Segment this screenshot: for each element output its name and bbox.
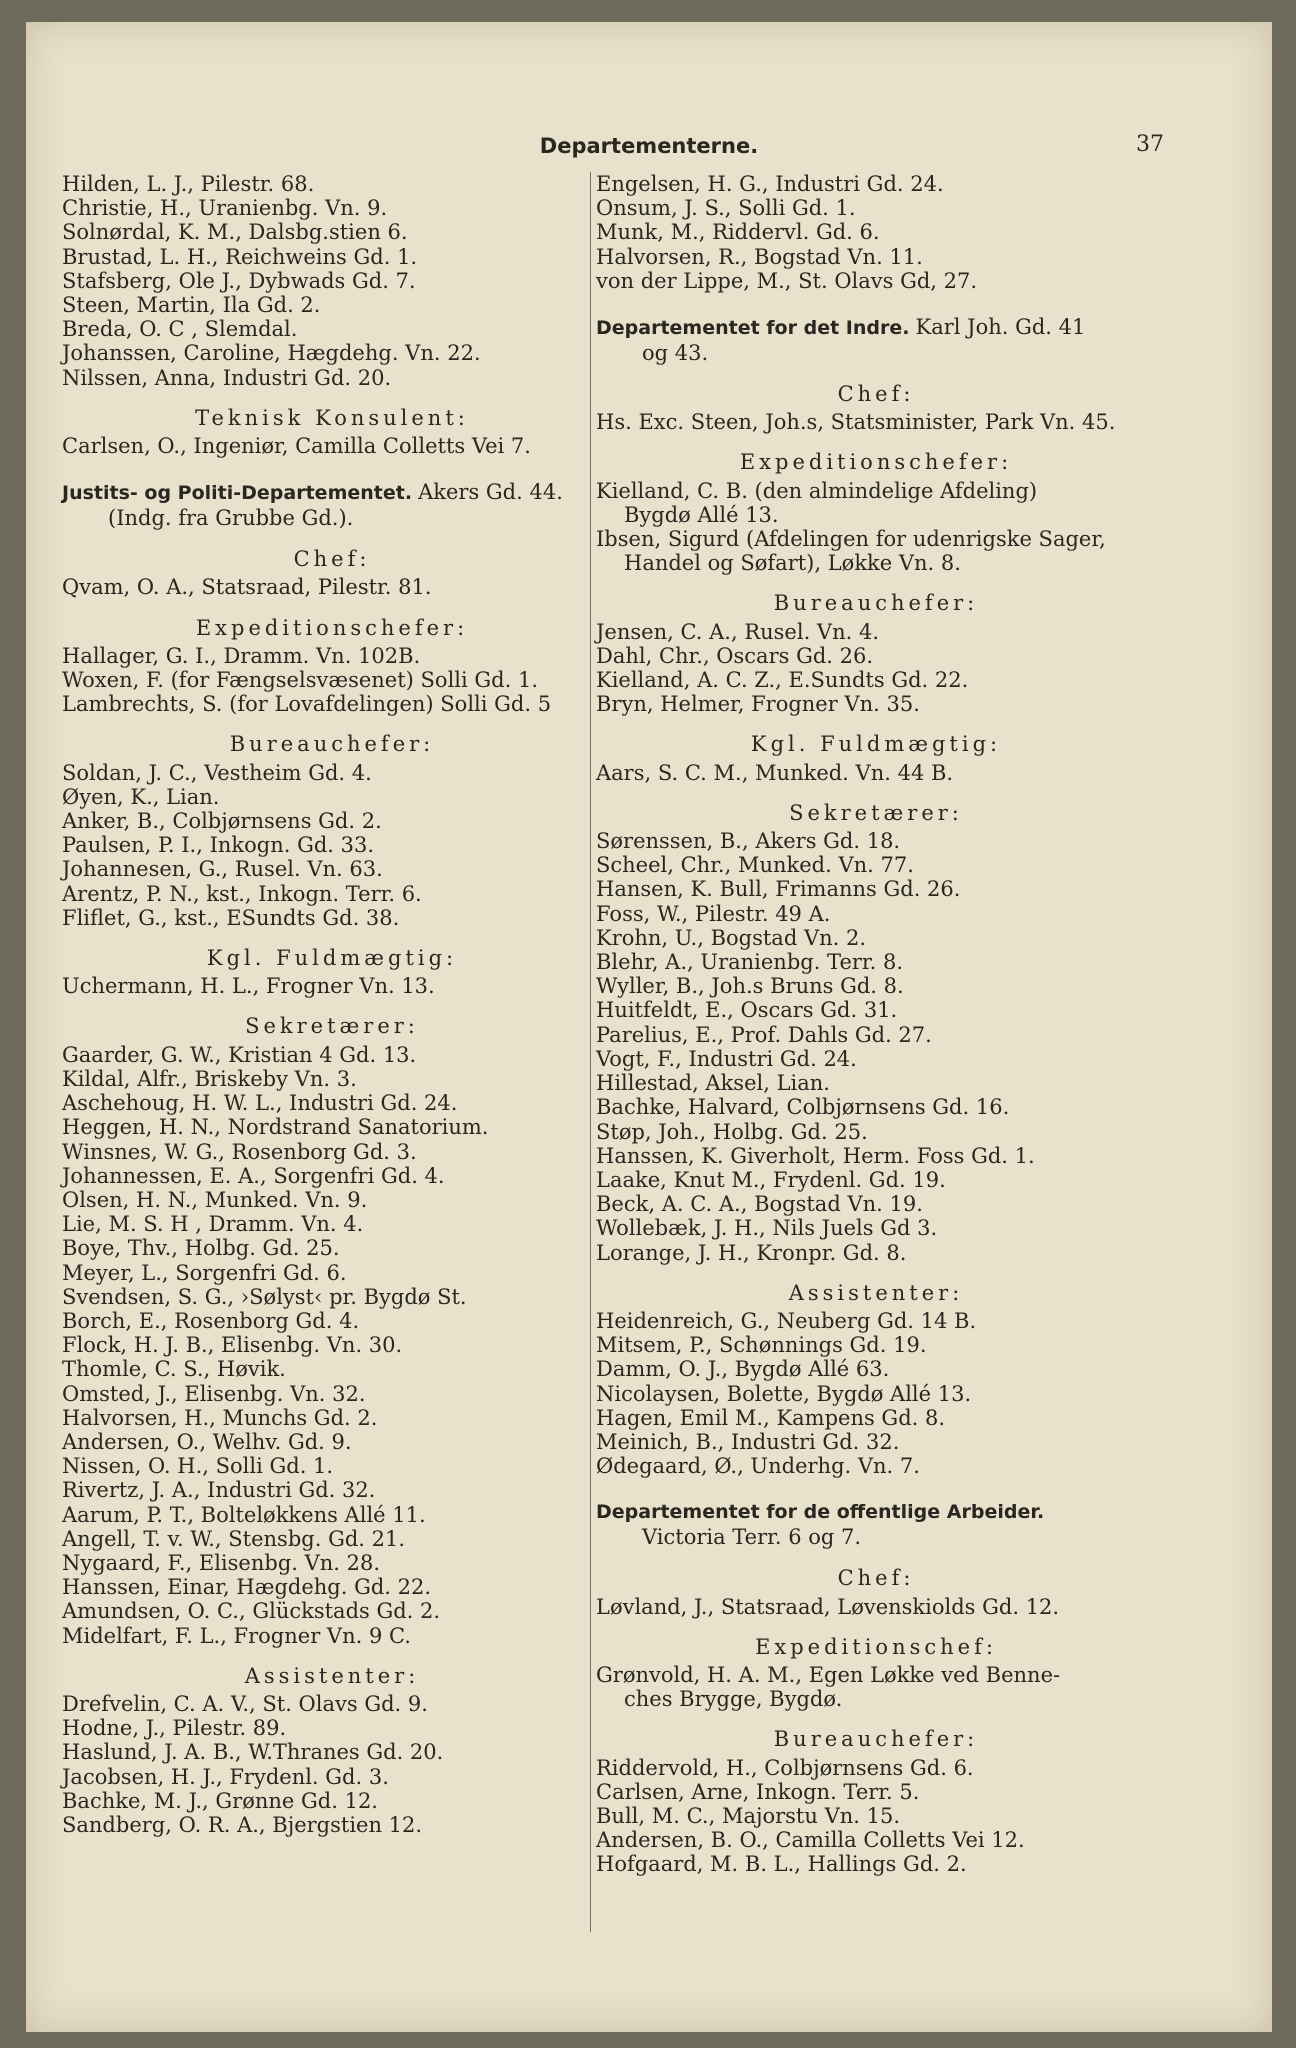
directory-entry: Brustad, L. H., Reichweins Gd. 1.	[62, 244, 418, 269]
directory-entry: Bachke, M. J., Grønne Gd. 12.	[62, 1788, 378, 1813]
directory-entry: Jensen, C. A., Rusel. Vn. 4.	[596, 619, 879, 644]
directory-entry: Lorange, J. H., Kronpr. Gd. 8.	[596, 1240, 907, 1265]
directory-entry: Hs. Exc. Steen, Joh.s, Statsminister, Park Vn. 45.	[596, 410, 1116, 435]
department-address: Akers Gd. 44.	[418, 480, 563, 505]
directory-entry: Hillestad, Aksel, Lian.	[596, 1071, 830, 1096]
directory-entry: Jacobsen, H. J., Frydenl. Gd. 3.	[62, 1764, 389, 1789]
directory-entry: Boye, Thv., Holbg. Gd. 25.	[62, 1236, 340, 1261]
directory-entry: Scheel, Chr., Munked. Vn. 77.	[596, 853, 914, 878]
directory-entry: Soldan, J. C., Vestheim Gd. 4.	[62, 760, 372, 785]
directory-entry: Kielland, C. B. (den almindelige Afdeling)	[596, 478, 1038, 503]
directory-entry: Hilden, L. J., Pilestr. 68.	[62, 172, 315, 196]
directory-entry: Halvorsen, R., Bogstad Vn. 11.	[596, 244, 923, 269]
directory-entry: Aarum, P. T., Bolteløkkens Allé 11.	[62, 1502, 426, 1527]
directory-entry: Breda, O. C , Slemdal.	[62, 317, 298, 342]
ass-list	[62, 1692, 602, 1837]
directory-entry: Solnørdal, K. M., Dalsbg.stien 6.	[62, 220, 408, 245]
directory-entry: Halvorsen, H., Munchs Gd. 2.	[62, 1405, 378, 1430]
department-heading-justits	[62, 480, 602, 531]
directory-entry: Meyer, L., Sorgenfri Gd. 6.	[62, 1260, 347, 1285]
ass-list	[596, 1309, 1156, 1478]
directory-entry: Hofgaard, M. B. L., Hallings Gd. 2.	[596, 1852, 967, 1877]
role-heading: Bureauchefer:	[773, 591, 979, 616]
role-heading: Expeditionschefer:	[739, 450, 1013, 475]
directory-entry: Munk, M., Riddervl. Gd. 6.	[596, 220, 880, 245]
directory-entry: Aschehoug, H. W. L., Industri Gd. 24.	[62, 1091, 458, 1116]
directory-entry: Onsum, J. S., Solli Gd. 1.	[596, 196, 856, 221]
fuld-list	[62, 974, 602, 998]
directory-entry: Angell, T. v. W., Stensbg. Gd. 21.	[62, 1526, 406, 1551]
role-heading: Kgl. Fuldmægtig:	[206, 946, 458, 971]
role-heading: Teknisk Konsulent:	[195, 405, 469, 430]
directory-entry: Dahl, Chr., Oscars Gd. 26.	[596, 643, 874, 668]
directory-entry: Wollebæk, J. H., Nils Juels Gd 3.	[596, 1216, 938, 1241]
role-heading: Expeditionschef:	[755, 1634, 997, 1659]
directory-entry: Beck, A. C. A., Bogstad Vn. 19.	[596, 1192, 923, 1217]
directory-entry: Foss, W., Pilestr. 49 A.	[596, 901, 831, 926]
directory-entry: Uchermann, H. L., Frogner Vn. 13.	[62, 974, 435, 999]
directory-entry: Midelfart, F. L., Frogner Vn. 9 C.	[62, 1623, 411, 1648]
sek-list	[62, 1043, 602, 1648]
directory-entry: Lie, M. S. H , Dramm. Vn. 4.	[62, 1212, 364, 1237]
directory-entry: Amundsen, O. C., Glückstads Gd. 2.	[62, 1599, 441, 1624]
directory-entry: Woxen, F. (for Fængselsvæsenet) Solli Gd. 1.	[62, 668, 538, 693]
directory-entry: Støp, Joh., Holbg. Gd. 25.	[596, 1119, 868, 1144]
directory-entry: Bygdø Allé 13.	[624, 502, 779, 527]
department-title: Departementet for det Indre.	[596, 317, 910, 340]
directory-entry: Ibsen, Sigurd (Afdelingen for udenrigske Sager,	[596, 527, 1106, 552]
directory-entry: Engelsen, H. G., Industri Gd. 24.	[596, 172, 944, 196]
directory-entry: Hansen, K. Bull, Frimanns Gd. 26.	[596, 877, 961, 902]
chef-list	[596, 1595, 1156, 1619]
directory-entry: Riddervold, H., Colbjørnsens Gd. 6.	[596, 1755, 974, 1780]
directory-entry: Krohn, U., Bogstad Vn. 2.	[596, 925, 867, 950]
directory-entry: Sørenssen, B., Akers Gd. 18.	[596, 829, 901, 854]
department-address-cont: Victoria Terr. 6 og 7.	[642, 1525, 862, 1550]
directory-entry: Nissen, O. H., Solli Gd. 1.	[62, 1454, 334, 1479]
directory-entry: Olsen, H. N., Munked. Vn. 9.	[62, 1187, 368, 1212]
directory-entry: Bull, M. C., Majorstu Vn. 15.	[596, 1803, 901, 1828]
directory-entry: Løvland, J., Statsraad, Løvenskiolds Gd. 12.	[596, 1594, 1060, 1619]
directory-entry: Nicolaysen, Bolette, Bygdø Allé 13.	[596, 1381, 972, 1406]
directory-entry: Carlsen, Arne, Inkogn. Terr. 5.	[596, 1779, 920, 1804]
role-heading: Chef:	[837, 1566, 915, 1591]
directory-entry: Parelius, E., Prof. Dahls Gd. 27.	[596, 1022, 932, 1047]
directory-entry: Nygaard, F., Elisenbg. Vn. 28.	[62, 1550, 381, 1575]
directory-entry: Hodne, J., Pilestr. 89.	[62, 1716, 287, 1741]
role-heading: Chef:	[293, 547, 371, 572]
directory-entry: Winsnes, W. G., Rosenborg Gd. 3.	[62, 1139, 417, 1164]
directory-entry: Grønvold, H. A. M., Egen Løkke ved Benne-	[596, 1662, 1061, 1687]
konsulent-list	[62, 434, 602, 458]
department-heading-indre	[596, 315, 1156, 366]
right-column	[596, 172, 1156, 1877]
directory-entry: Johanssen, Caroline, Hægdehg. Vn. 22.	[62, 341, 481, 366]
exp-list	[596, 479, 1156, 576]
directory-entry: Ødegaard, Ø., Underhg. Vn. 7.	[596, 1454, 920, 1479]
page-header	[26, 110, 1272, 158]
directory-entry: Johannesen, G., Rusel. Vn. 63.	[62, 857, 383, 882]
intro-list	[596, 172, 1156, 293]
directory-entry: Hanssen, K. Giverholt, Herm. Foss Gd. 1.	[596, 1143, 1035, 1168]
directory-entry: Nilssen, Anna, Industri Gd. 20.	[62, 365, 392, 390]
directory-entry: Carlsen, O., Ingeniør, Camilla Colletts Vei 7.	[62, 434, 531, 459]
role-heading: Bureauchefer:	[229, 732, 435, 757]
department-address-cont: (Indg. fra Grubbe Gd.).	[108, 506, 354, 531]
directory-entry: Flock, H. J. B., Elisenbg. Vn. 30.	[62, 1333, 403, 1358]
role-heading: Assistenter:	[244, 1663, 420, 1688]
directory-entry: Svendsen, S. G., ›Sølyst‹ pr. Bygdø St.	[62, 1284, 467, 1309]
running-title: Departementerne.	[539, 134, 759, 158]
left-column	[62, 172, 602, 1837]
chef-list	[596, 410, 1156, 434]
directory-entry: Damm, O. J., Bygdø Allé 63.	[596, 1357, 890, 1382]
directory-entry: Kielland, A. C. Z., E.Sundts Gd. 22.	[596, 668, 969, 693]
department-address: Karl Joh. Gd. 41	[915, 315, 1086, 340]
directory-entry: Hagen, Emil M., Kampens Gd. 8.	[596, 1405, 946, 1430]
directory-entry: Bryn, Helmer, Frogner Vn. 35.	[596, 692, 920, 717]
page-number: 37	[1136, 132, 1164, 157]
directory-entry: Stafsberg, Ole J., Dybwads Gd. 7.	[62, 268, 416, 293]
department-address-cont: og 43.	[642, 341, 709, 366]
directory-entry: Laake, Knut M., Frydenl. Gd. 19.	[596, 1167, 946, 1192]
exp-list	[596, 1663, 1156, 1711]
directory-entry: Andersen, O., Welhv. Gd. 9.	[62, 1429, 352, 1454]
directory-entry: Sandberg, O. R. A., Bjergstien 12.	[62, 1812, 423, 1837]
directory-entry: Johannessen, E. A., Sorgenfri Gd. 4.	[62, 1163, 445, 1188]
directory-entry: Omsted, J., Elisenbg. Vn. 32.	[62, 1381, 366, 1406]
directory-entry: Heidenreich, G., Neuberg Gd. 14 B.	[596, 1308, 977, 1333]
page	[26, 22, 1272, 2032]
bur-list	[62, 761, 602, 930]
directory-entry: Øyen, K., Lian.	[62, 784, 220, 809]
directory-entry: Arentz, P. N., kst., Inkogn. Terr. 6.	[62, 881, 422, 906]
role-heading: Sekretærer:	[245, 1014, 419, 1039]
directory-entry: Fliflet, G., kst., ESundts Gd. 38.	[62, 905, 400, 930]
role-heading: Kgl. Fuldmægtig:	[750, 732, 1002, 757]
department-title: Departementet for de offentlige Arbeider.	[596, 1501, 1045, 1524]
directory-entry: Kildal, Alfr., Briskeby Vn. 3.	[62, 1066, 357, 1091]
intro-list	[62, 172, 602, 390]
directory-entry: Thomle, C. S., Høvik.	[62, 1357, 286, 1382]
directory-entry: Drefvelin, C. A. V., St. Olavs Gd. 9.	[62, 1691, 428, 1716]
directory-entry: Heggen, H. N., Nordstrand Sanatorium.	[62, 1115, 489, 1140]
directory-entry: Christie, H., Uranienbg. Vn. 9.	[62, 196, 388, 221]
directory-entry: Huitfeldt, E., Oscars Gd. 31.	[596, 998, 898, 1023]
directory-entry: Bachke, Halvard, Colbjørnsens Gd. 16.	[596, 1095, 1010, 1120]
directory-entry: Paulsen, P. I., Inkogn. Gd. 33.	[62, 833, 375, 858]
exp-list	[62, 644, 602, 717]
directory-entry: Anker, B., Colbjørnsens Gd. 2.	[62, 809, 382, 834]
directory-entry: Andersen, B. O., Camilla Colletts Vei 12.	[596, 1828, 1025, 1853]
directory-entry: Hallager, G. I., Dramm. Vn. 102B.	[62, 643, 421, 668]
directory-entry: von der Lippe, M., St. Olavs Gd, 27.	[596, 268, 978, 293]
directory-entry: Hanssen, Einar, Hægdehg. Gd. 22.	[62, 1575, 432, 1600]
directory-entry: ches Brygge, Bygdø.	[624, 1687, 843, 1712]
department-title: Justits- og Politi-Departementet.	[62, 482, 413, 505]
directory-entry: Aars, S. C. M., Munked. Vn. 44 B.	[596, 760, 954, 785]
directory-entry: Handel og Søfart), Løkke Vn. 8.	[624, 551, 961, 576]
role-heading: Bureauchefer:	[773, 1727, 979, 1752]
directory-entry: Blehr, A., Uranienbg. Terr. 8.	[596, 950, 904, 975]
directory-entry: Rivertz, J. A., Industri Gd. 32.	[62, 1478, 376, 1503]
directory-entry: Vogt, F., Industri Gd. 24.	[596, 1046, 857, 1071]
department-heading-offentlige	[596, 1500, 1156, 1550]
directory-entry: Gaarder, G. W., Kristian 4 Gd. 13.	[62, 1042, 417, 1067]
directory-entry: Wyller, B., Joh.s Bruns Gd. 8.	[596, 974, 904, 999]
directory-entry: Mitsem, P., Schønnings Gd. 19.	[596, 1333, 927, 1358]
role-heading: Assistenter:	[788, 1280, 964, 1305]
role-heading: Chef:	[837, 382, 915, 407]
directory-entry: Borch, E., Rosenborg Gd. 4.	[62, 1308, 360, 1333]
directory-entry: Steen, Martin, Ila Gd. 2.	[62, 293, 321, 318]
directory-entry: Haslund, J. A. B., W.Thranes Gd. 20.	[62, 1740, 444, 1765]
directory-entry: Lambrechts, S. (for Lovafdelingen) Solli Gd. 5	[62, 692, 552, 717]
bur-list	[596, 620, 1156, 717]
sek-list	[596, 829, 1156, 1265]
role-heading: Sekretærer:	[789, 800, 963, 825]
fuld-list	[596, 761, 1156, 785]
directory-entry: Meinich, B., Industri Gd. 32.	[596, 1429, 900, 1454]
bur-list	[596, 1756, 1156, 1877]
chef-list	[62, 575, 602, 599]
role-heading: Expeditionschefer:	[195, 615, 469, 640]
directory-entry: Qvam, O. A., Statsraad, Pilestr. 81.	[62, 575, 432, 600]
